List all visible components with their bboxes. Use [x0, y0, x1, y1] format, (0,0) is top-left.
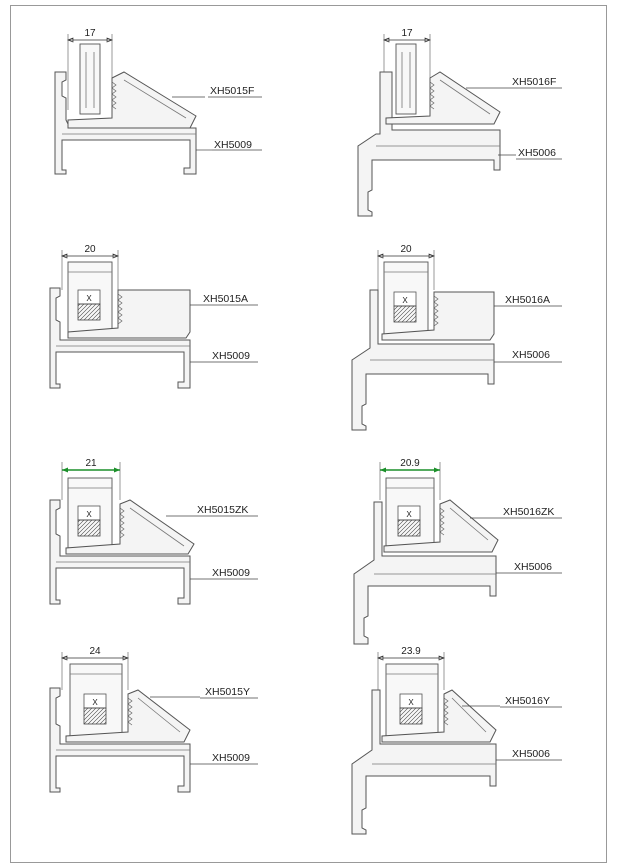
figure-d	[352, 244, 562, 430]
desiccant-spacer	[400, 708, 422, 724]
dimension-label: 20	[400, 244, 412, 255]
part-label-top: XH5016A	[505, 294, 550, 306]
part-label-top: XH5015ZK	[197, 504, 249, 516]
figure-f	[354, 458, 562, 644]
part-label-bottom: XH5006	[512, 748, 550, 760]
part-label-top: XH5015Y	[205, 686, 250, 698]
figure-a	[55, 28, 262, 174]
dimension-label: 20	[84, 244, 96, 255]
part-label-bottom: XH5009	[212, 752, 250, 764]
glass-pane	[396, 44, 416, 114]
part-label-bottom: XH5009	[212, 350, 250, 362]
desiccant-spacer	[84, 708, 106, 724]
part-label-bottom: XH5009	[214, 139, 252, 151]
desiccant-spacer	[398, 520, 420, 536]
dimension-label: 20.9	[400, 458, 420, 469]
part-label-top: XH5015F	[210, 85, 255, 97]
svg-text:X: X	[408, 698, 414, 707]
dimension-label: 23.9	[401, 646, 421, 657]
part-label-bottom: XH5006	[512, 349, 550, 361]
part-label-top: XH5016F	[512, 76, 557, 88]
figure-b	[358, 28, 562, 216]
part-label-top: XH5016ZK	[503, 506, 555, 518]
figure-c	[50, 244, 258, 388]
svg-text:X: X	[86, 510, 92, 519]
dimension-label: 17	[84, 28, 96, 39]
glass-pane	[80, 44, 100, 114]
desiccant-spacer	[78, 304, 100, 320]
part-label-top: XH5015A	[203, 293, 248, 305]
part-label-top: XH5016Y	[505, 695, 550, 707]
figure-e	[50, 458, 258, 604]
svg-text:X: X	[86, 294, 92, 303]
svg-text:X: X	[92, 698, 98, 707]
desiccant-spacer	[394, 306, 416, 322]
dimension-label: 24	[89, 646, 101, 657]
part-label-bottom: XH5009	[212, 567, 250, 579]
desiccant-spacer	[78, 520, 100, 536]
svg-text:X: X	[402, 296, 408, 305]
part-label-bottom: XH5006	[514, 561, 552, 573]
dimension-label: 17	[401, 28, 413, 39]
part-label-bottom: XH5006	[518, 147, 556, 159]
dimension-label: 21	[85, 458, 97, 469]
figure-g	[50, 646, 258, 792]
frame-profile-xh5006	[358, 72, 500, 216]
figure-h	[352, 646, 562, 834]
svg-text:X: X	[406, 510, 412, 519]
